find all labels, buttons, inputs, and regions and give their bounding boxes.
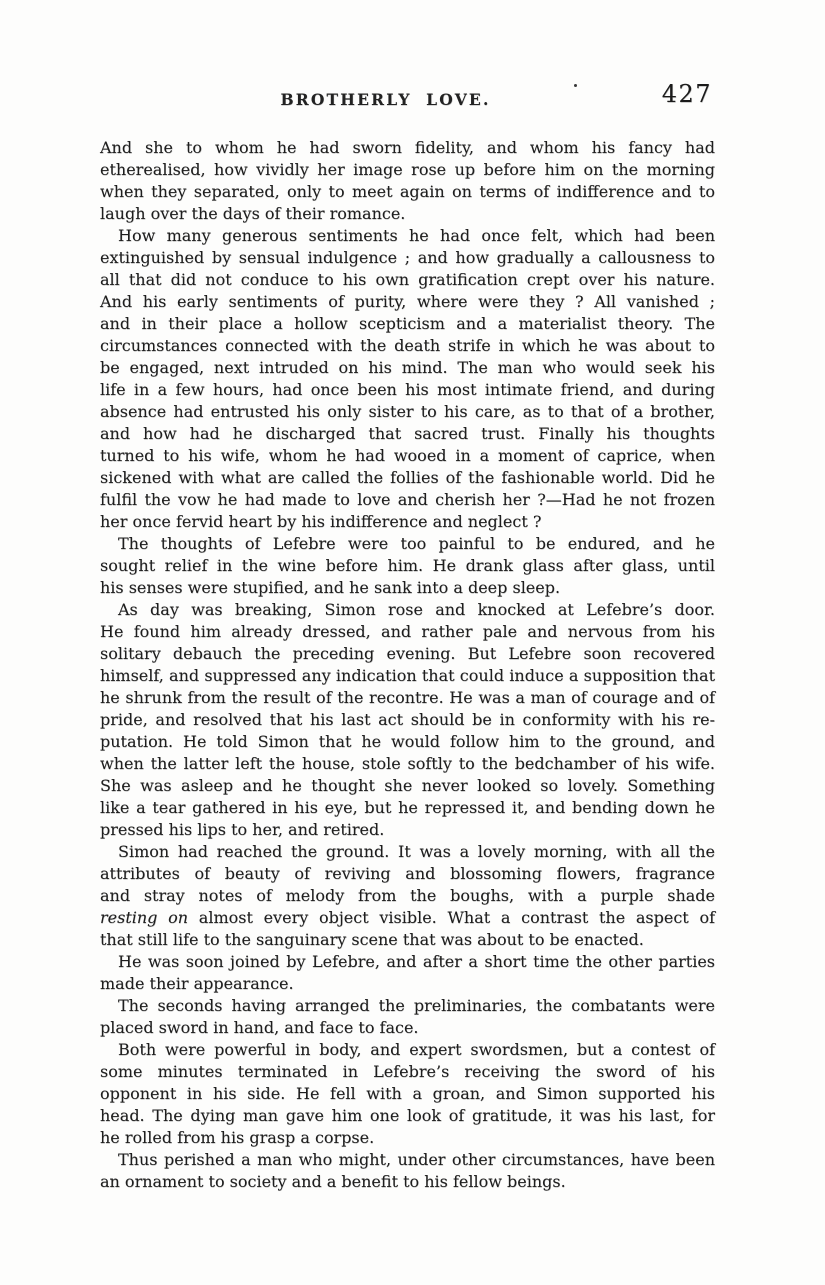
text-line: Thus perished a man who might, under other circumstances, have been [118,1150,715,1169]
text-line: himself, and suppressed any indication that could induce a supposition that [100,666,715,685]
paragraph [100,599,715,841]
text-line: circumstances connected with the death strife in which he was about to [100,336,715,355]
text-line: that still life to the sanguinary scene that was about to be enacted. [100,930,644,949]
text-line: She was asleep and he thought she never looked so lovely. Something [100,776,715,795]
text-line: And his early sentiments of purity, where were they ? All vanished ; [100,292,715,311]
text-line: solitary debauch the preceding evening. But Lefebre soon recovered [100,644,715,663]
text-line: like a tear gathered in his eye, but he repressed it, and bending down he [100,798,715,817]
text-line: and how had he discharged that sacred trust. Finally his thoughts [100,424,715,443]
text-line: opponent in his side. He fell with a groan, and Simon supported his [100,1084,715,1103]
text-line: his senses were stupified, and he sank into a deep sleep. [100,578,561,597]
text-line: He was soon joined by Lefebre, and after a short time the other parties [118,952,715,971]
text-line: fulfil the vow he had made to love and cherish her ?—Had he not frozen [100,490,715,509]
paragraph [100,1149,715,1193]
text-line: and stray notes of melody from the boughs, with a purple shade [100,886,715,905]
page-body [100,137,715,1193]
text-line: her once fervid heart by his indifference and neglect ? [100,512,542,531]
text-line: head. The dying man gave him one look of gratitude, it was his last, for [100,1106,715,1125]
text-line: And she to whom he had sworn fidelity, and whom his fancy had [100,138,715,157]
text-line: and in their place a hollow scepticism and a materialist theory. The [100,314,715,333]
text-line: be engaged, next intruded on his mind. The man who would seek his [100,358,715,377]
text-line: etherealised, how vividly her image rose up before him on the morning [100,160,715,179]
text-line: Both were powerful in body, and expert swordsmen, but a contest of [118,1040,715,1059]
text-line: when the latter left the house, stole softly to the bedchamber of his wife. [100,754,715,773]
paragraph [100,225,715,533]
text-line: sought relief in the wine before him. He drank glass after glass, until [100,556,715,575]
text-line: The seconds having arranged the preliminaries, the combatants were [118,996,715,1015]
paragraph [100,533,715,599]
text-line: absence had entrusted his only sister to his care, as to that of a brother, [100,402,715,421]
paragraph [100,137,715,225]
text-line: an ornament to society and a benefit to his fellow beings. [100,1172,566,1191]
text-line: all that did not conduce to his own gratification crept over his nature. [100,270,715,289]
text-line: pressed his lips to her, and retired. [100,820,385,839]
text-line: Simon had reached the ground. It was a lovely morning, with all the [118,842,715,861]
paragraph [100,841,715,951]
text-line: made their appearance. [100,974,294,993]
text-line: attributes of beauty of reviving and blossoming flowers, fragrance [100,864,715,883]
text-line: As day was breaking, Simon rose and knocked at Lefebre’s door. [118,600,715,619]
text-line: when they separated, only to meet again on terms of indifference and to [100,182,715,201]
paragraph [100,1039,715,1149]
text-line: he shrunk from the result of the recontre. He was a man of courage and of [100,688,715,707]
text-line: He found him already dressed, and rather pale and nervous from his [100,622,715,641]
text-line: pride, and resolved that his last act should be in conformity with his re- [100,710,715,729]
text-line: placed sword in hand, and face to face. [100,1018,419,1037]
page-number: 427 [661,80,712,108]
text-line: sickened with what are called the follies of the fashionable world. Did he [100,468,715,487]
page-title: BROTHERLY LOVE. [280,90,491,109]
text-line: resting on almost every object visible. What a contrast the aspect of [100,908,715,927]
running-header [100,80,715,116]
text-line: he rolled from his grasp a corpse. [100,1128,375,1147]
text-line: The thoughts of Lefebre were too painful to be endured, and he [118,534,715,553]
text-line: How many generous sentiments he had once felt, which had been [118,226,715,245]
text-line: life in a few hours, had once been his most intimate friend, and during [100,380,715,399]
paragraph [100,951,715,995]
text-line: turned to his wife, whom he had wooed in a moment of caprice, when [100,446,715,465]
text-line: extinguished by sensual indulgence ; and how gradually a callousness to [100,248,715,267]
paragraph [100,995,715,1039]
text-line: laugh over the days of their romance. [100,204,406,223]
text-line: some minutes terminated in Lefebre’s receiving the sword of his [100,1062,715,1081]
text-line: putation. He told Simon that he would follow him to the ground, and [100,732,715,751]
